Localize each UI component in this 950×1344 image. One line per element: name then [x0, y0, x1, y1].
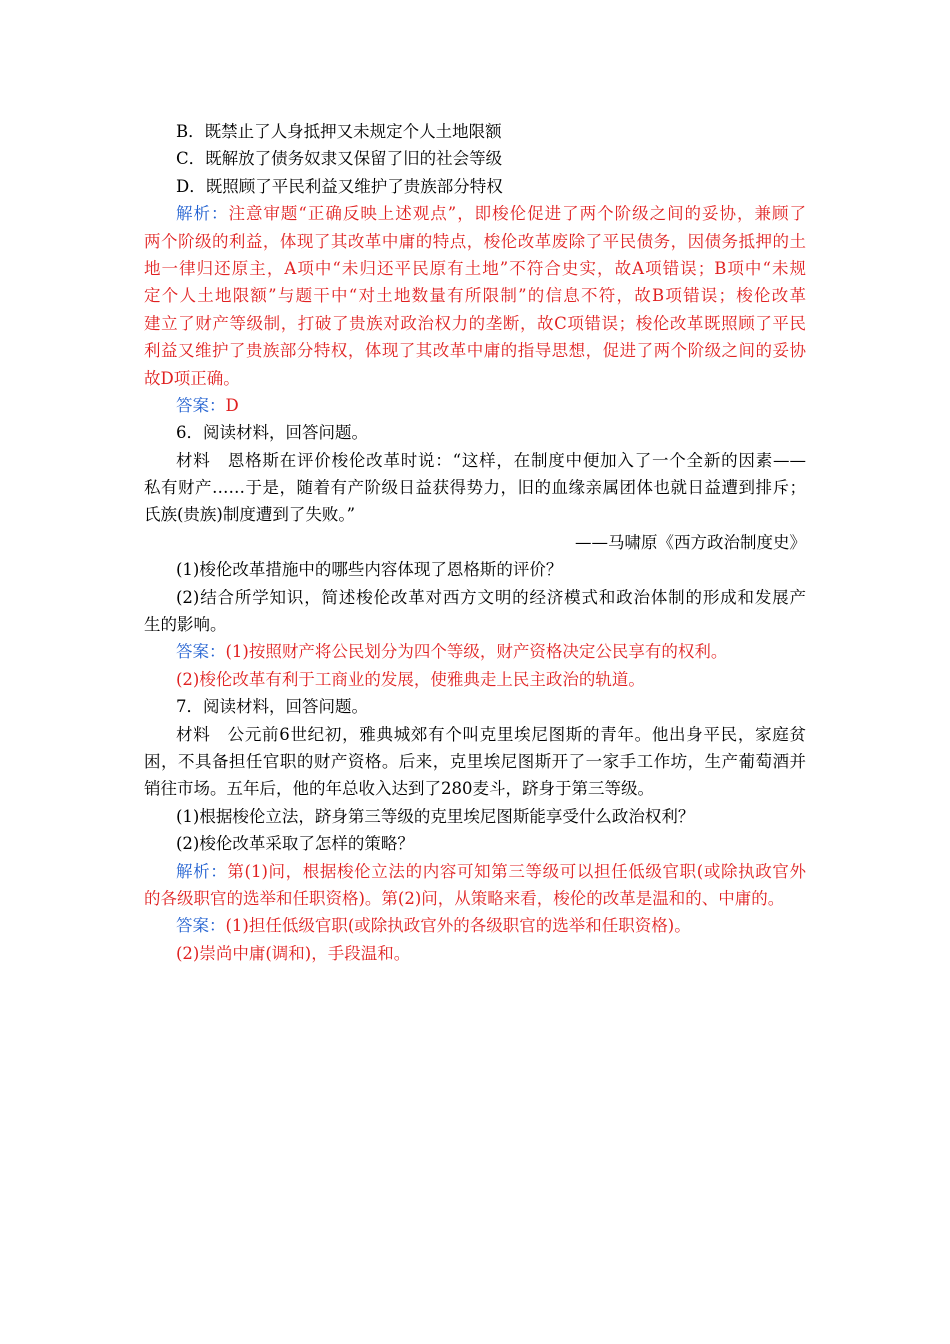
q7-material-line-2: 困，不具备担任官职的财产资格。后来，克里埃尼图斯开了一家手工作坊，生产葡萄酒并: [144, 751, 806, 771]
q5-analysis-line-5: 建立了财产等级制，打破了贵族对政治权力的垄断，故C项错误；梭伦改革既照顾了平民: [144, 313, 806, 333]
q6-subquestion-2-line-2: 生的影响。: [144, 615, 227, 635]
answer-value: D: [225, 395, 239, 415]
q7-analysis-line-2: 的各级职官的选举和任职资格)。第(2)问，从策略来看，梭伦的改革是温和的、中庸的。: [144, 888, 785, 908]
q6-material-line-3: 氏族(贵族)制度遭到了失败。”: [144, 505, 356, 525]
q6-answer-1: 答案：(1)按照财产将公民划分为四个等级，财产资格决定公民享有的权利。: [176, 642, 728, 662]
analysis-label: 解析：: [176, 204, 229, 224]
option-b: B．既禁止了人身抵押又未规定个人土地限额: [176, 122, 502, 141]
option-d: D．既照顾了平民利益又维护了贵族部分特权: [176, 176, 503, 196]
q6-answer-2: (2)梭伦改革有利于工商业的发展，使雅典走上民主政治的轨道。: [176, 669, 645, 689]
q5-analysis-line-6: 利益又维护了贵族部分特权，体现了其改革中庸的指导思想，促进了两个阶级之间的妥协: [144, 341, 806, 361]
q7-subquestion-2: (2)梭伦改革采取了怎样的策略？: [176, 834, 414, 854]
answer-label: 答案：: [176, 642, 226, 662]
q6-material-line-2: 私有财产……于是，随着有产阶级日益获得势力，旧的血缘亲属团体也就日益遭到排斥；: [144, 478, 806, 498]
document-content: [144, 118, 806, 967]
answer-label: 答案：: [176, 916, 226, 936]
q5-analysis-line-3: 地一律归还原主，A项中“未归还平民原有土地”不符合史实，故A项错误；B项中“未规: [144, 258, 806, 278]
q7-material-line-3: 销往市场。五年后，他的年总收入达到了280麦斗，跻身于第三等级。: [144, 779, 654, 799]
q5-analysis-line-1: 解析：注意审题“正确反映上述观点”，即梭伦促进了两个阶级之间的妥协，兼顾了: [176, 204, 806, 224]
answer-label: 答案：: [176, 395, 226, 415]
q5-analysis-line-2: 两个阶级的利益，体现了其改革中庸的特点，梭伦改革废除了平民债务，因债务抵押的土: [144, 231, 806, 251]
q6-subquestion-2-line-1: (2)结合所学知识，简述梭伦改革对西方文明的经济模式和政治体制的形成和发展产: [176, 587, 806, 607]
q6-source: ——马啸原《西方政治制度史》: [575, 532, 806, 552]
q6-subquestion-1: (1)梭伦改革措施中的哪些内容体现了恩格斯的评价？: [176, 560, 563, 580]
q5-answer: [144, 392, 806, 419]
q5-analysis-line-7: 故D项正确。: [144, 368, 240, 388]
q7-material-line-1: 材料 公元前6世纪初，雅典城郊有个叫克里埃尼图斯的青年。他出身平民，家庭贫: [176, 724, 806, 744]
analysis-label: 解析：: [176, 861, 228, 881]
q7-subquestion-1: (1)根据梭伦立法，跻身第三等级的克里埃尼图斯能享受什么政治权利？: [176, 806, 695, 826]
q7-analysis-line-1: 解析：第(1)问，根据梭伦立法的内容可知第三等级可以担任低级官职(或除执政官外: [176, 861, 806, 881]
q6-stem: 6．阅读材料，回答问题。: [176, 423, 368, 443]
option-c: C．既解放了债务奴隶又保留了旧的社会等级: [176, 149, 503, 169]
q6-material-line-1: 材料 恩格斯在评价梭伦改革时说：“这样，在制度中便加入了一个全新的因素——: [176, 450, 806, 470]
q7-answer-2: (2)崇尚中庸(调和)，手段温和。: [176, 943, 411, 963]
q5-analysis-line-4: 定个人土地限额”与题干中“对土地数量有所限制”的信息不符，故B项错误；梭伦改革: [144, 286, 806, 306]
q7-answer-1: 答案：(1)担任低级官职(或除执政官外的各级职官的选举和任职资格)。: [176, 916, 691, 936]
q7-stem: 7．阅读材料，回答问题。: [176, 697, 368, 717]
